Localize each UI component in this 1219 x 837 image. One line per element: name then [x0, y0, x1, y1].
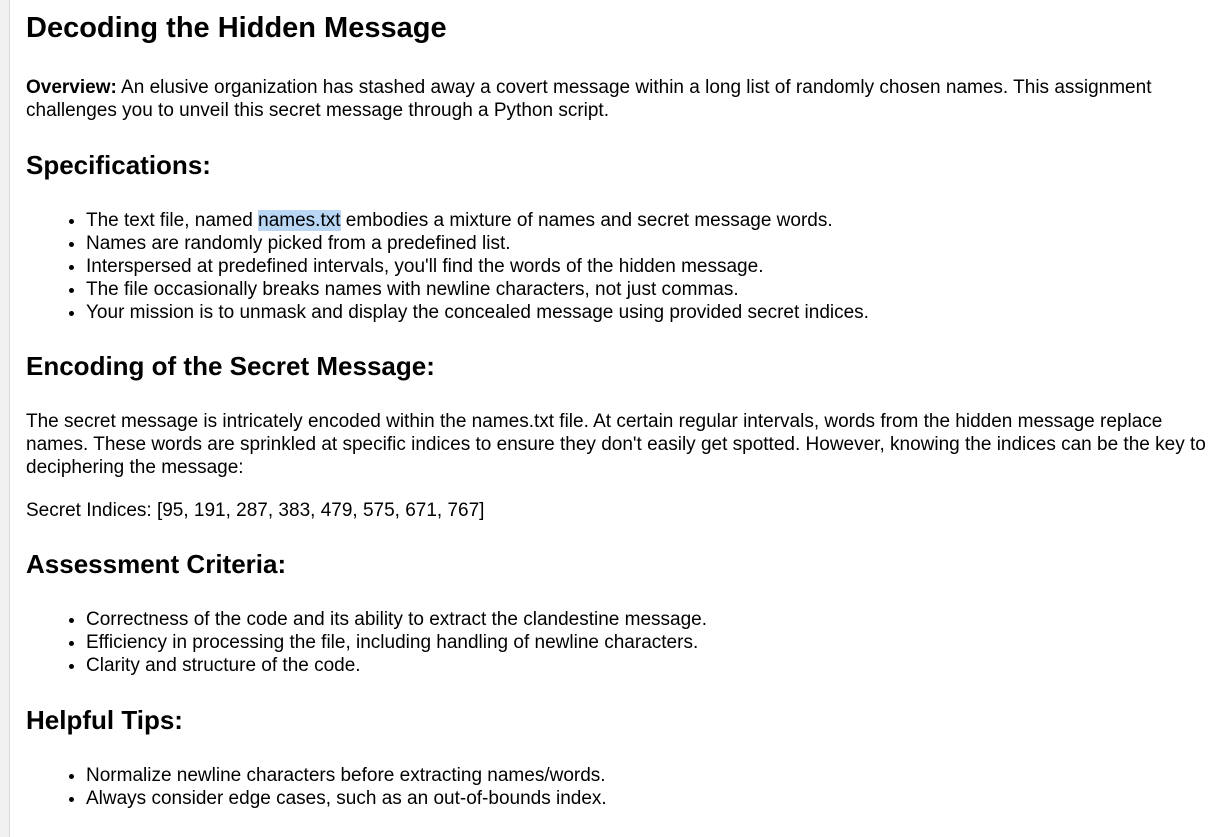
list-item: • Clarity and structure of the code. — [86, 654, 1216, 677]
list-item: • Always consider edge cases, such as an out-of-bounds index. — [86, 787, 1216, 810]
list-item: • Normalize newline characters before extracting names/words. — [86, 764, 1216, 787]
page-title: Decoding the Hidden Message — [26, 12, 447, 44]
list-item: • Correctness of the code and its ability to extract the clandestine message. — [86, 608, 1216, 631]
left-margin-rule — [0, 0, 10, 837]
tips-heading: Helpful Tips: — [26, 705, 183, 735]
list-item-text: embodies a mixture of names and secret message words. — [340, 210, 833, 231]
list-item: • Interspersed at predefined intervals, you'll find the words of the hidden message. — [86, 255, 1216, 278]
tips-list — [26, 764, 1216, 810]
list-item: • Names are randomly picked from a predefined list. — [86, 232, 1216, 255]
selected-filename[interactable]: names.txt — [258, 210, 341, 231]
encoding-heading: Encoding of the Secret Message: — [26, 351, 435, 381]
overview-paragraph — [26, 76, 1216, 122]
list-item: • The file occasionally breaks names with newline characters, not just commas. — [86, 278, 1216, 301]
list-item — [86, 209, 1216, 232]
secret-indices: Secret Indices: [95, 191, 287, 383, 479, 575, 671, 767] — [26, 500, 485, 521]
list-item-text: The text file, named — [86, 210, 259, 231]
assessment-heading: Assessment Criteria: — [26, 549, 287, 579]
assessment-list — [26, 608, 1216, 677]
specifications-list — [26, 209, 1216, 324]
encoding-paragraph: The secret message is intricately encoded within the names.txt file. At certain regular intervals, words from the hidden message replace names. These words are sprinkled at specific indices to ensure they don't easily get spotted. However, knowing the indices can be the key to deciphering the message: — [26, 411, 1206, 478]
specifications-heading: Specifications: — [26, 150, 211, 180]
overview-label: Overview: — [26, 77, 117, 98]
list-item: • Efficiency in processing the file, including handling of newline characters. — [86, 631, 1216, 654]
overview-text: An elusive organization has stashed away a covert message within a long list of randomly chosen names. This assignment challenges you to unveil this secret message through a Python script. — [26, 77, 1152, 121]
list-item: • Your mission is to unmask and display the concealed message using provided secret indices. — [86, 301, 1216, 324]
